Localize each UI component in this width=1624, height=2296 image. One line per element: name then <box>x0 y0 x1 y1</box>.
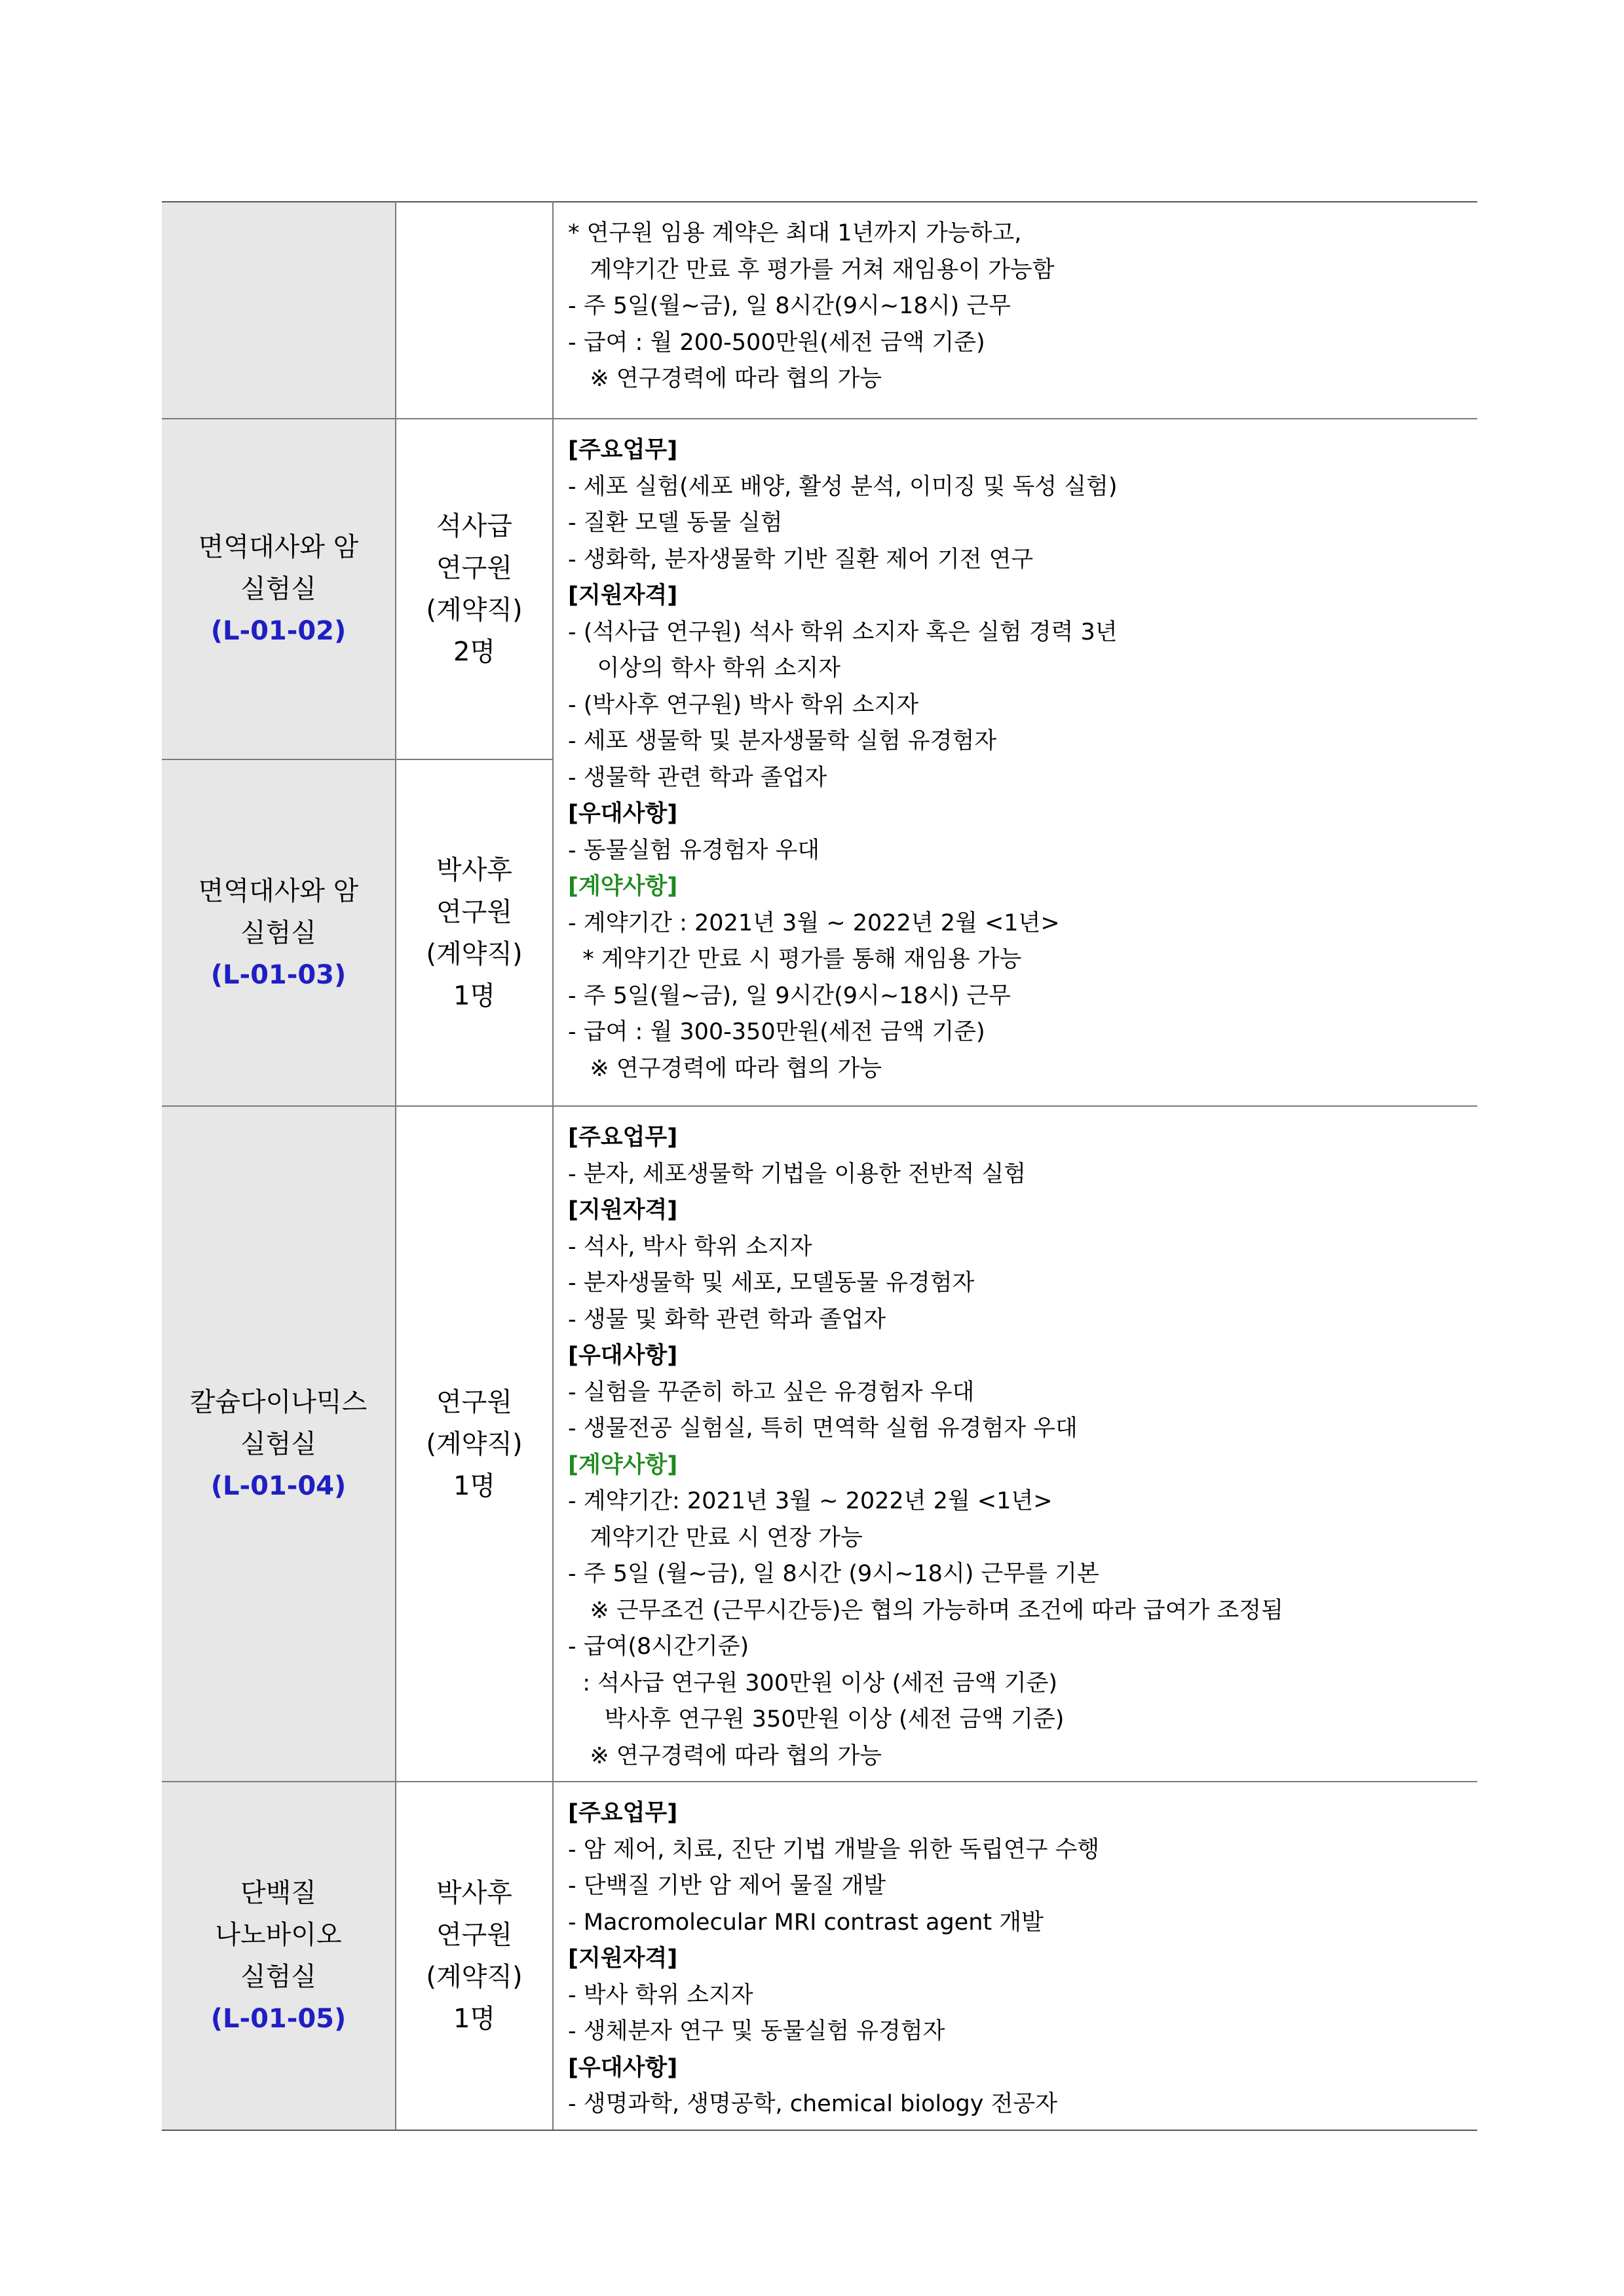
description-line: - 주 5일(월~금), 일 8시간(9시~18시) 근무 <box>568 293 1011 319</box>
position-line: 1명 <box>453 1470 496 1501</box>
description-line: - Macromolecular MRI contrast agent 개발 <box>568 1909 1044 1936</box>
section-heading: [주요업무] <box>568 437 678 463</box>
description-line: - 생체분자 연구 및 동물실험 유경험자 <box>568 2018 945 2044</box>
description-line: - 실험을 꾸준히 하고 싶은 유경험자 우대 <box>568 1379 975 1406</box>
description-line: 계약기간 만료 시 연장 가능 <box>568 1524 863 1551</box>
description-line: - 동물실험 유경험자 우대 <box>568 837 820 864</box>
section-heading: [우대사항] <box>568 1343 678 1369</box>
description-line: - 급여 : 월 200-500만원(세전 금액 기준) <box>568 329 985 356</box>
description-line: - 질환 모델 동물 실험 <box>568 510 783 536</box>
table-row <box>162 419 1477 759</box>
description-line: - 급여(8시간기준) <box>568 1634 749 1660</box>
position-cell <box>396 1106 553 1782</box>
description-line: ※ 연구경력에 따라 협의 가능 <box>568 1742 882 1769</box>
description-cell <box>553 1106 1477 1782</box>
description-line: 박사후 연구원 350만원 이상 (세전 금액 기준) <box>568 1706 1065 1732</box>
description-line: - 주 5일 (월~금), 일 8시간 (9시~18시) 근무를 기본 <box>568 1561 1099 1587</box>
description-line: 계약기간 만료 후 평가를 거쳐 재임용이 가능함 <box>568 256 1055 283</box>
description-line: - 생물학 관련 학과 졸업자 <box>568 764 827 791</box>
position-cell <box>396 419 553 759</box>
table-row <box>162 202 1477 419</box>
position-line: 연구원 <box>436 896 512 927</box>
section-heading: [주요업무] <box>568 1800 678 1826</box>
description-line: - 생물전공 실험실, 특히 면역학 실험 유경험자 우대 <box>568 1415 1078 1442</box>
job-posting-table <box>162 201 1477 2131</box>
description-line: * 계약기간 만료 시 평가를 통해 재임용 가능 <box>568 946 1022 972</box>
lab-cell <box>162 1782 396 2130</box>
position-line: 연구원 <box>436 1919 512 1950</box>
position-cell <box>396 1782 553 2130</box>
position-line: 1명 <box>453 2003 496 2034</box>
position-cell <box>396 202 553 419</box>
position-line: (계약직) <box>426 595 523 625</box>
lab-name-line: 실험실 <box>240 1428 316 1459</box>
description-line: ※ 연구경력에 따라 협의 가능 <box>568 1055 882 1082</box>
description-line: - 급여 : 월 300-350만원(세전 금액 기준) <box>568 1019 985 1045</box>
description-line: - 분자, 세포생물학 기법을 이용한 전반적 실험 <box>568 1160 1027 1187</box>
section-heading: [우대사항] <box>568 801 678 827</box>
position-line: (계약직) <box>426 1961 523 1992</box>
description-line: - 생명과학, 생명공학, chemical biology 전공자 <box>568 2091 1058 2117</box>
section-heading: [주요업무] <box>568 1124 678 1151</box>
table-row <box>162 1106 1477 1782</box>
position-line: 2명 <box>453 637 496 667</box>
lab-cell <box>162 759 396 1106</box>
lab-code: (L-01-03) <box>210 959 347 990</box>
description-line: - 계약기간: 2021년 3월 ~ 2022년 2월 <1년> <box>568 1488 1053 1514</box>
position-line: (계약직) <box>426 1428 523 1459</box>
lab-name-line: 단백질 <box>240 1877 316 1908</box>
section-heading: [지원자격] <box>568 1945 678 1972</box>
description-line: - (박사후 연구원) 박사 학위 소지자 <box>568 691 919 718</box>
position-line: 연구원 <box>436 1387 512 1417</box>
lab-cell <box>162 419 396 759</box>
description-line: : 석사급 연구원 300만원 이상 (세전 금액 기준) <box>568 1670 1057 1696</box>
lab-code: (L-01-04) <box>210 1470 347 1501</box>
description-line: - 생화학, 분자생물학 기반 질환 제어 기전 연구 <box>568 546 1034 573</box>
description-cell <box>553 1782 1477 2130</box>
description-line: 이상의 학사 학위 소지자 <box>568 655 840 681</box>
position-line: 박사후 <box>436 1877 512 1908</box>
lab-name-line: 면역대사와 암 <box>198 532 359 562</box>
position-line: 석사급 <box>436 511 512 541</box>
lab-name-line: 실험실 <box>240 574 316 604</box>
position-line: 박사후 <box>436 854 512 885</box>
section-heading: [지원자격] <box>568 1197 678 1223</box>
description-line: - 암 제어, 치료, 진단 기법 개발을 위한 독립연구 수행 <box>568 1836 1100 1863</box>
table-row <box>162 1782 1477 2130</box>
section-heading: [계약사항] <box>568 1451 678 1478</box>
lab-name-line: 나노바이오 <box>215 1919 342 1950</box>
lab-name-line: 면역대사와 암 <box>198 875 359 906</box>
position-line: (계약직) <box>426 938 523 969</box>
description-line: - 석사, 박사 학위 소지자 <box>568 1233 812 1260</box>
description-line: - (석사급 연구원) 석사 학위 소지자 혹은 실험 경력 3년 <box>568 619 1118 645</box>
description-line: - 세포 생물학 및 분자생물학 실험 유경험자 <box>568 728 997 754</box>
description-line: - 생물 및 화학 관련 학과 졸업자 <box>568 1306 886 1333</box>
lab-cell <box>162 202 396 419</box>
description-line: - 세포 실험(세포 배양, 활성 분석, 이미징 및 독성 실험) <box>568 473 1118 500</box>
description-line: - 분자생물학 및 세포, 모델동물 유경험자 <box>568 1270 975 1296</box>
lab-code: (L-01-02) <box>210 616 347 646</box>
description-cell <box>553 202 1477 419</box>
description-line: - 계약기간 : 2021년 3월 ~ 2022년 2월 <1년> <box>568 909 1060 936</box>
description-line: - 박사 학위 소지자 <box>568 1981 753 2008</box>
description-line: - 단백질 기반 암 제어 물질 개발 <box>568 1873 886 1899</box>
lab-cell <box>162 1106 396 1782</box>
description-line: - 주 5일(월~금), 일 9시간(9시~18시) 근무 <box>568 982 1011 1009</box>
position-line: 연구원 <box>436 553 512 583</box>
description-line: ※ 연구경력에 따라 협의 가능 <box>568 366 882 392</box>
lab-name-line: 실험실 <box>240 1961 316 1992</box>
position-cell <box>396 759 553 1106</box>
section-heading: [지원자격] <box>568 583 678 609</box>
lab-code: (L-01-05) <box>210 2003 347 2034</box>
lab-name-line: 칼슘다이나믹스 <box>189 1387 368 1417</box>
section-heading: [우대사항] <box>568 2054 678 2081</box>
description-line: * 연구원 임용 계약은 최대 1년까지 가능하고, <box>568 220 1022 246</box>
position-line: 1명 <box>453 980 496 1011</box>
lab-name-line: 실험실 <box>240 917 316 948</box>
description-line: ※ 근무조건 (근무시간등)은 협의 가능하며 조건에 따라 급여가 조정됨 <box>568 1597 1283 1624</box>
description-cell <box>553 419 1477 1106</box>
section-heading: [계약사항] <box>568 873 678 900</box>
